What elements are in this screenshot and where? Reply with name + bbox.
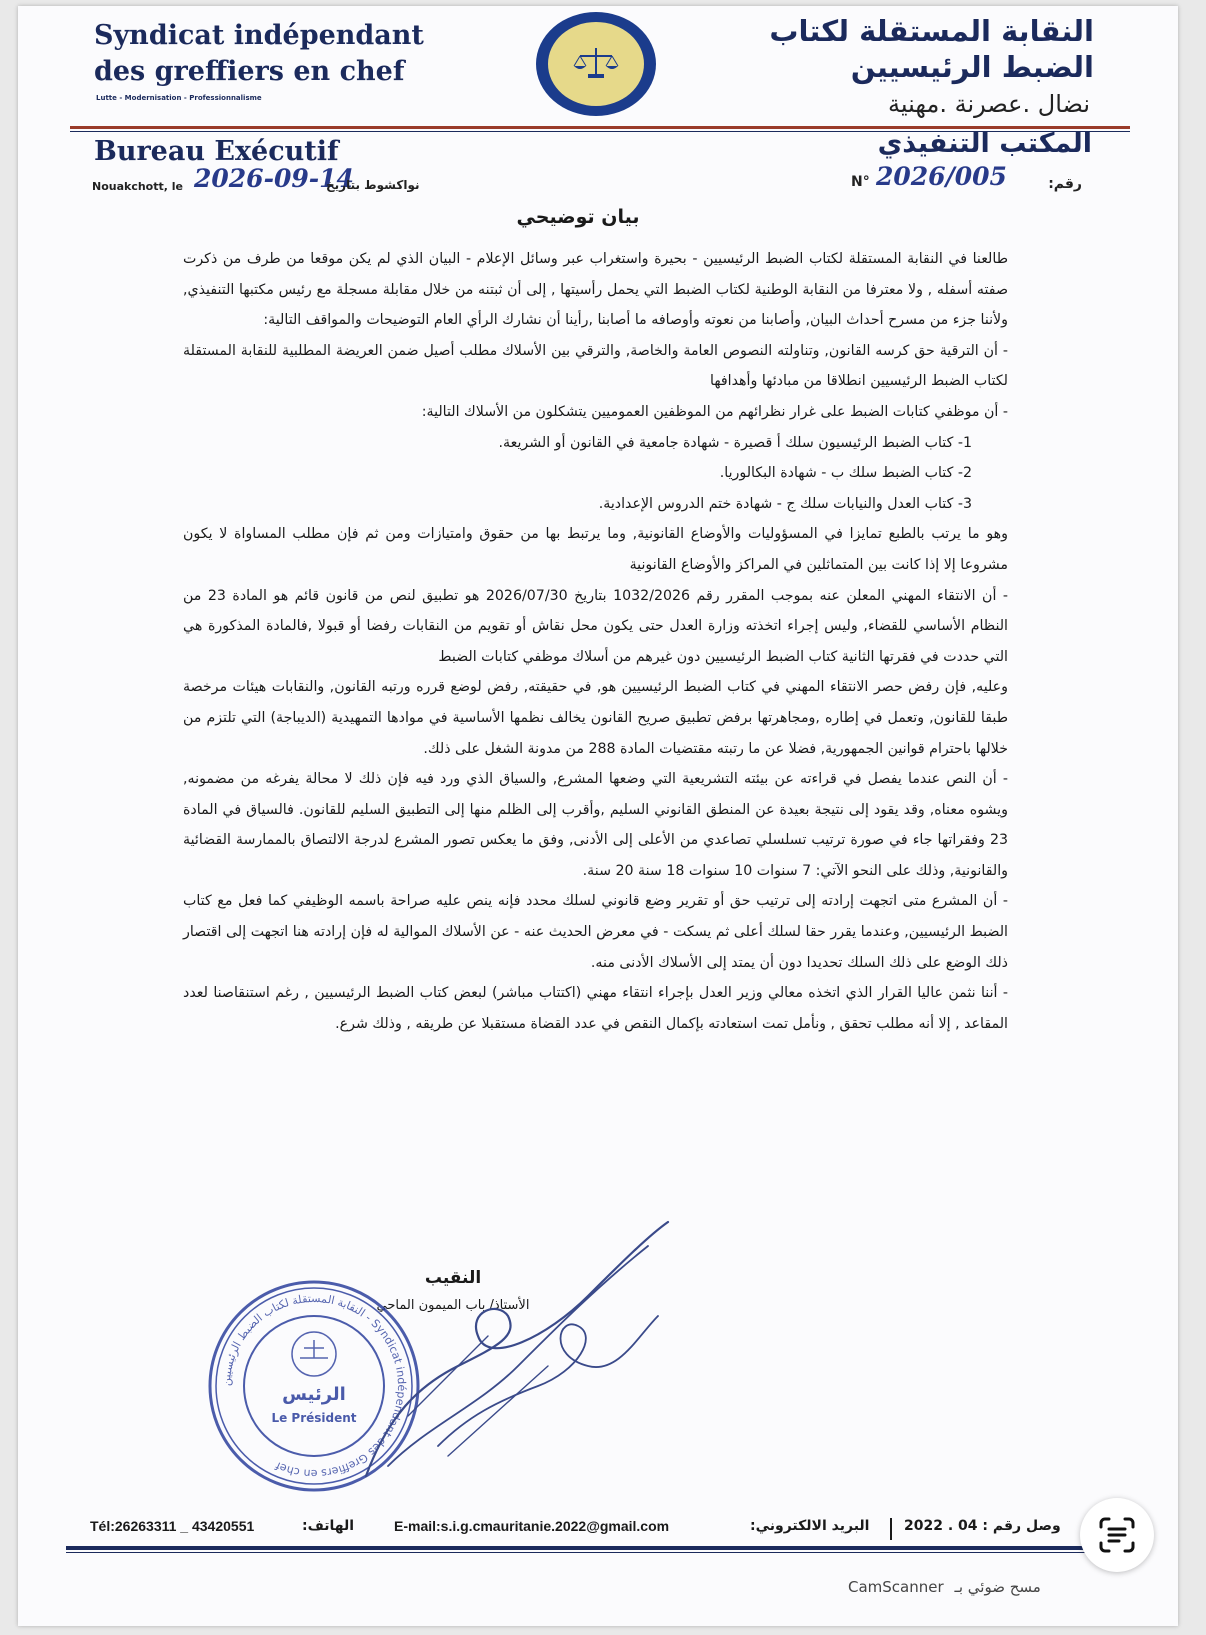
paragraph-intro: طالعنا في النقابة المستقلة لكتاب الضبط الرئيسيين - بحيرة واستغراب عبر وسائل الإعلام - البيان الذي لم يكن موقعا من طرف من ذكرت صفته أسفله , ولا معترفا من النقابة الوطنية لكتاب الضبط التي يحمل رأسيتها , إلى أن ثبتنه من خلال مقابلة مسجلة مع رئيس مكتبها التنفيذي, ولأننا جزء من مسرح أحداث البيان, وأصابنا من نعوته وأوصافه ما أصابنا ,رأينا أن نشارك الرأي العام التوضيحات والمواقف التالية: xyxy=(183,251,1008,329)
stamp-center-ar: الرئيس xyxy=(282,1384,346,1405)
document-page xyxy=(18,6,1178,1626)
fr-date-label: Nouakchott, le xyxy=(92,180,183,193)
document-title: بيان توضيحي xyxy=(516,206,640,228)
ar-date-label: نواكشوط بتاريخ xyxy=(326,178,420,192)
footer-email: E-mail:s.i.g.cmauritanie.2022@gmail.com xyxy=(394,1518,670,1534)
stamp-center-fr: Le Président xyxy=(271,1411,357,1425)
ar-org-name-line2: الضبط الرئيسيين xyxy=(850,50,1094,84)
handwritten-signature-icon xyxy=(348,1216,688,1486)
paragraph-context: - أن النص عندما يفصل في قراءته عن بيئته التشريعية التي وضعها المشرع, والسياق الذي ورد فيه فإن ذلك لا محالة يفرغه من مضمونه, ويشوه معناه, وقد يقود إلى نتيجة بعيدة عن المنطق القانوني السليم ,وأقرب إلى الظلم منها إلى التطبيق السليم للقانون. فالسياق في المادة 23 وفقراتها جاء في صورة ترتيب تسلسلي تصاعدي من الأعلى إلى الأدنى, وفق ما يعكس تصور المشرع لدرجة الالتصاق بالممارسة القضائية والقانونية, وذلك على النحو الآتي: 7 سنوات 10 سنوات 18 سنة 20 سنة. xyxy=(183,771,1008,879)
footer-phone: Tél:26263311 _ 43420551 xyxy=(90,1518,255,1534)
footer-email-label: البريد الالكتروني: xyxy=(750,1518,870,1534)
paragraph-selection: - أن الانتقاء المهني المعلن عنه بموجب المقرر رقم 1032/2026 بتاريخ 2026/07/30 هو تطبيق لنص من قانون قائم هو المادة 23 من النظام الأساسي للقضاء, وليس إجراء اتخذته وزارة العدل حتى يكون محل نقاش أو تقويم من النقابات رفضا أو قبولا ,فالمادة المذكورة هي التي حددت في فقرتها الثانية كتاب الضبط الرئيسيين دون غيرهم من أسلاك موظفي كتابات الضبط xyxy=(183,587,1008,665)
paragraph-rejection: وعليه, فإن رفض حصر الانتقاء المهني في كتاب الضبط الرئيسيين هو, في حقيقته, رفض لوضع قرره ورتبه القانون, والنقابات هيئات مرخصة طبقا للقانون, وتعمل في إطاره ,ومجاهرتها برفض تطبيق صريح القانون يخالف نظمها الأساسية في موادها التمهيدية (الديباجة) التي تلتزم من خلالها باحترام قوانين الجمهورية, فضلا عن ما رتبته مقتضيات المادة 288 من مدونة الشغل على ذلك. xyxy=(183,679,1008,757)
ar-number-label: رقم: xyxy=(1048,176,1082,192)
ar-bureau-label: المكتب التنفيذي xyxy=(877,128,1092,159)
footer-receipt: 2022 . 04 : وصل رقم xyxy=(904,1518,1061,1534)
footer-phone-label: الهاتف: xyxy=(302,1518,355,1534)
date-value: 2026-09-14 xyxy=(194,164,354,193)
scales-icon xyxy=(566,44,626,84)
text-scan-icon xyxy=(1097,1515,1137,1555)
number-prefix: N° xyxy=(851,174,870,190)
camscanner-label: CamScanner xyxy=(848,1578,944,1596)
footer-rule xyxy=(66,1546,1132,1550)
footer-rule-thin xyxy=(66,1552,1132,1553)
paragraph-promotion: - أن الترقية حق كرسه القانون, وتناولته النصوص العامة والخاصة, والترقي بين الأسلاك مطلب أصيل ضمن العريضة المطلبية للنقابة المستقلة لكتاب الضبط الرئيسيين انطلاقا من مبادئها وأهدافها xyxy=(183,342,1008,390)
fr-bureau-label: Bureau Exécutif xyxy=(94,136,339,167)
signatory-title: النقيب xyxy=(424,1268,482,1288)
list-item-corps-b: 2- كتاب الضبط سلك ب - شهادة البكالوريا. xyxy=(719,465,972,482)
paragraph-equality: وهو ما يرتب بالطبع تمايزا في المسؤوليات والأوضاع القانونية, وما يرتبط بها من حقوق وامتيازات ومن ثم فإن مطلب المساواة لا يكون مشروعا إلا إذا كانت بين المتماثلين في المراكز والأوضاع القانونية xyxy=(183,526,1008,573)
list-item-corps-c: 3- كتاب العدل والنيابات سلك ج - شهادة ختم الدروس الإعدادية. xyxy=(598,495,972,512)
fr-motto: Lutte - Modernisation - Professionnalisme xyxy=(96,94,262,102)
paragraph-corps: - أن موظفي كتابات الضبط على غرار نظرائهم من الموظفين العموميين يتشكلون من الأسلاك التالية: xyxy=(421,403,1008,420)
signatory-name: الأستاذ/ باب الميمون الماحي xyxy=(376,1298,530,1313)
camscanner-ar-label: مسح ضوئي بـ xyxy=(954,1578,1041,1596)
list-item-corps-a: 1- كتاب الضبط الرئيسيون سلك أ قصيرة - شهادة جامعية في القانون أو الشريعة. xyxy=(498,434,972,451)
text-scan-button[interactable] xyxy=(1080,1498,1154,1572)
fr-org-name-line2: des greffiers en chef xyxy=(94,56,405,87)
camscanner-watermark xyxy=(848,1578,1041,1596)
stamp-ring-text: النقابة المستقلة لكتاب الضبط الرئيسيين - Syndicat indépendant des Greffiers en chef xyxy=(219,1291,409,1481)
syndicate-emblem-icon xyxy=(536,12,656,116)
ar-motto: نضال .عصرنة .مهنية xyxy=(888,90,1090,118)
paragraph-appreciation: - أننا نثمن عاليا القرار الذي اتخذه معالي وزير العدل بإجراء انتقاء مهني (اكتتاب مباشر) لبعض كتاب الضبط الرئيسيين , رغم استنقاصنا لعدد المقاعد , إلا أنه مطلب تحقق , ونأمل تمت استعادته بإكمال النقص في عدد القضاة مستقبلا عن طريقه , وذلك شرع. xyxy=(183,985,1008,1032)
ar-org-name-line1: النقابة المستقلة لكتاب xyxy=(769,14,1094,48)
paragraph-legislator: - أن المشرع متى اتجهت إرادته إلى ترتيب حق أو تقرير وضع قانوني لسلك محدد فإنه ينص عليه صراحة باسمه الوظيفي كما فعل مع كتاب الضبط الرئيسيين, وعندما يقرر حقا لسلك أعلى ثم يسكت - في معرض الحديث عنه - عن الأسلاك الموالية له فإن إرادته هنا اتجهت إلى اقتصار ذلك الوضع على ذلك السلك تحديدا دون أن يمتد إلى الأسلاك الأدنى منه. xyxy=(183,893,1008,971)
document-body xyxy=(183,244,1008,1039)
footer-separator xyxy=(890,1518,892,1540)
document-number-value: 2026/005 xyxy=(876,162,1007,191)
fr-org-name-line1: Syndicat indépendant xyxy=(94,20,424,51)
